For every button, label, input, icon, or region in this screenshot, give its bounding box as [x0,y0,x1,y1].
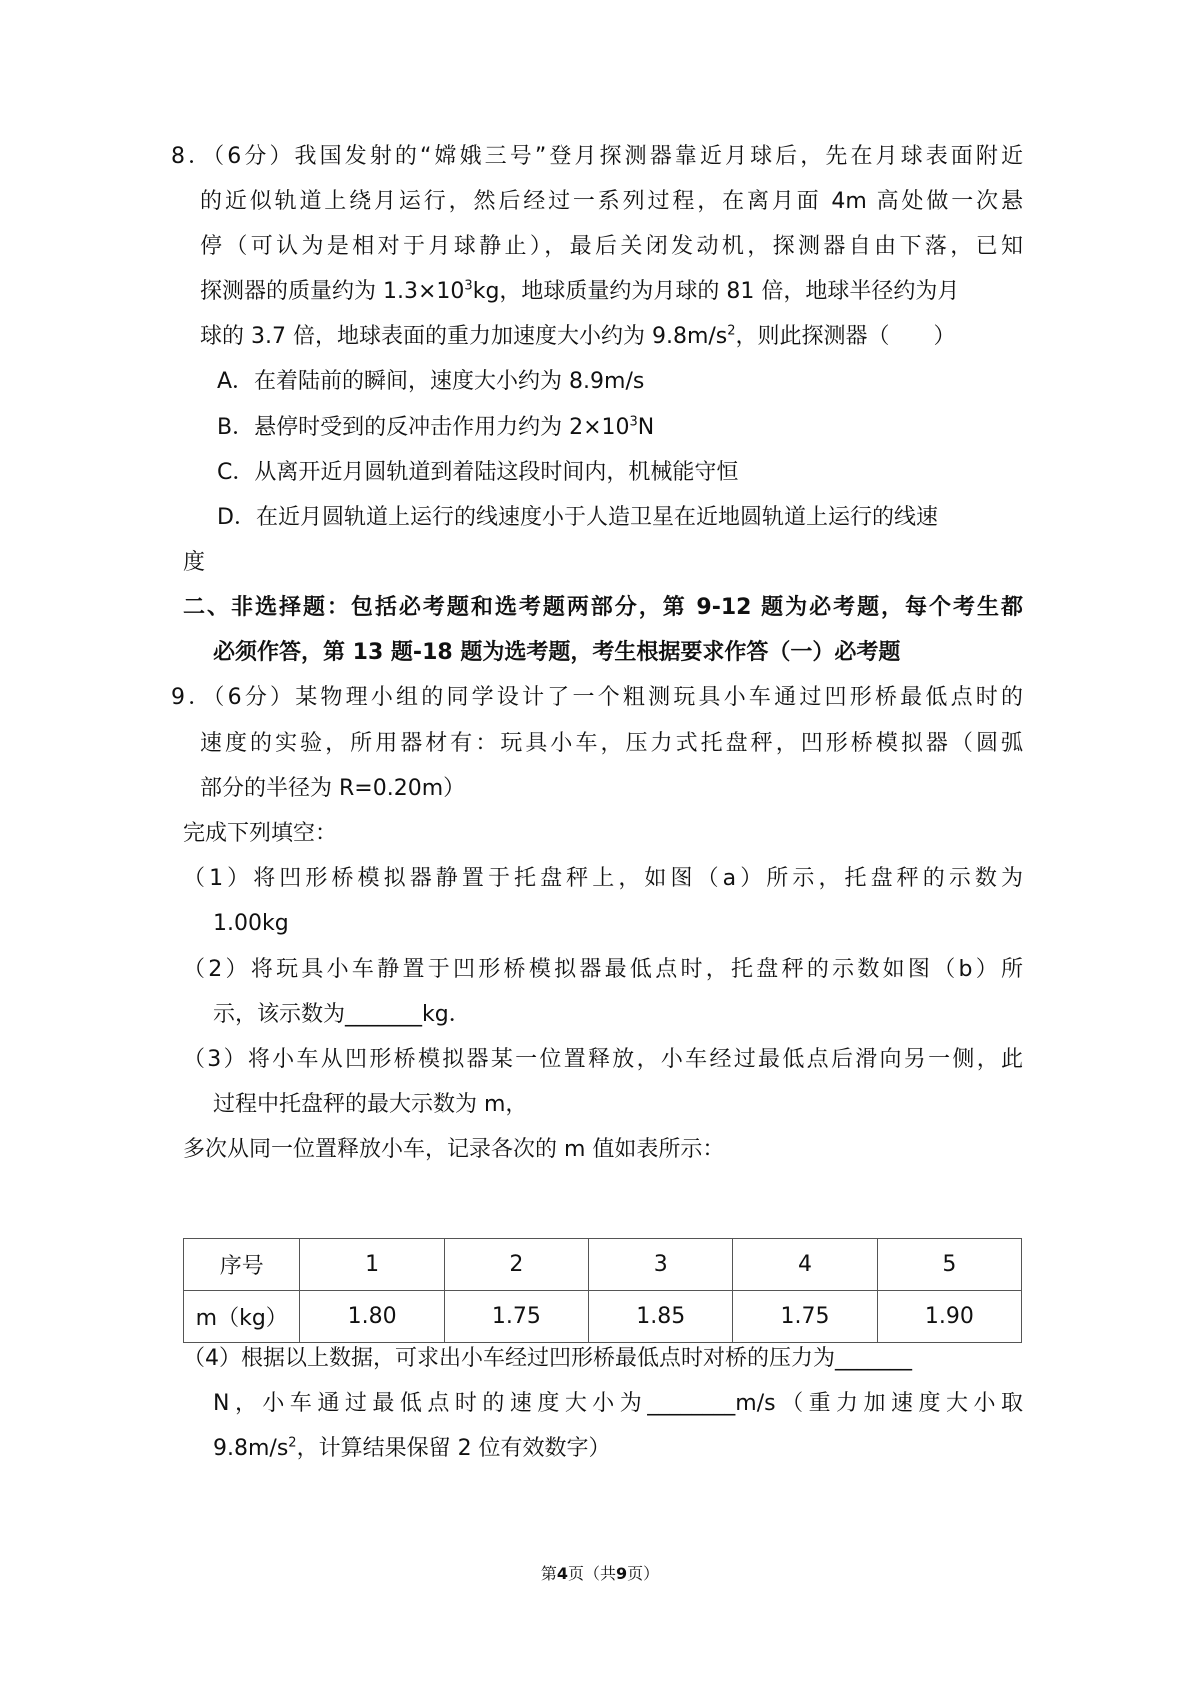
q8-line-3: 停（可认为是相对于月球静止），最后关闭发动机，探测器自由下落，已知 [200,234,1023,259]
fill-in-intro: 完成下列填空： [183,821,338,846]
q9-part-4-line-1: （4）根据以上数据，可求出小车经过凹形桥最低点时对桥的压力为_______ [183,1346,912,1371]
q9-part-1-line-1: （1）将凹形桥模拟器静置于托盘秤上，如图（a）所示，托盘秤的示数为 [183,866,1023,891]
q8-option-d: D．在近月圆轨道上运行的线速度小于人造卫星在近地圆轨道上运行的线速 [217,505,938,530]
table-cell: 1.80 [300,1291,444,1343]
q8-line-1: 8．（6分）我国发射的“嫦娥三号”登月探测器靠近月球后，先在月球表面附近 [171,144,1023,169]
table-header-cell: 2 [444,1239,588,1291]
q9-line-2: 速度的实验，所用器材有：玩具小车，压力式托盘秤，凹形桥模拟器（圆弧 [200,731,1023,756]
q9-part-3-line-2: 过程中托盘秤的最大示数为 m， [213,1092,528,1117]
section-2-heading-line-2: 必须作答，第 13 题-18 题为选考题，考生根据要求作答（一）必考题 [213,640,901,665]
q9-part-2-line-2: 示，该示数为_______kg． [213,1002,471,1027]
table-cell: 1.75 [444,1291,588,1343]
q9-part-1-line-2: 1.00kg [213,911,289,936]
q9-part-3-line-1: （3）将小车从凹形桥模拟器某一位置释放，小车经过最低点后滑向另一侧，此 [183,1047,1023,1072]
q9-part-2-line-1: （2）将玩具小车静置于凹形桥模拟器最低点时，托盘秤的示数如图（b）所 [183,957,1023,982]
q8-option-b: B．悬停时受到的反冲击作用力约为 $2\times 10^3N$ [217,414,655,440]
q8-line-2: 的近似轨道上绕月运行，然后经过一系列过程，在离月面 4m 高处做一次悬 [200,189,1023,214]
table-intro: 多次从同一位置释放小车，记录各次的 m 值如表所示： [183,1137,725,1162]
q9-line-1: 9．（6分）某物理小组的同学设计了一个粗测玩具小车通过凹形桥最低点时的 [171,685,1023,710]
q8-option-c: C．从离开近月圆轨道到着陆这段时间内，机械能守恒 [217,460,739,485]
table-header-cell: 5 [877,1239,1021,1291]
table-header-cell: 1 [300,1239,444,1291]
table-row [184,1239,1022,1291]
q9-line-3: 部分的半径为 R=0.20m） [200,776,466,801]
page-footer: 第4页（共9页） [540,1564,660,1583]
page-number: 4 [556,1564,568,1583]
table-cell: 1.75 [733,1291,877,1343]
table-row-label: m（kg） [184,1291,300,1343]
q9-part-4-line-2: N，小车通过最低点时的速度大小为________m/s（重力加速度大小取 [213,1391,1023,1416]
q8-option-d-continued: 度 [183,550,206,575]
q8-option-a: A．在着陆前的瞬间，速度大小约为 8.9m/s [217,369,645,394]
q8-line-4: 探测器的质量约为 $1.3\times 10^3kg$，地球质量约为月球的 81 倍，地球半径约为月 [200,278,960,304]
table-header-cell: 3 [589,1239,733,1291]
total-pages: 9 [616,1564,628,1583]
table-header-cell: 4 [733,1239,877,1291]
table-row [184,1291,1022,1343]
table-cell: 1.85 [589,1291,733,1343]
measurement-table [183,1238,1022,1343]
q9-part-4-line-3: $9.8m/s^2$，计算结果保留 2 位有效数字） [213,1435,611,1461]
table-cell: 1.90 [877,1291,1021,1343]
table-header-label: 序号 [184,1239,300,1291]
section-2-heading-line-1: 二、非选择题：包括必考题和选考题两部分，第 9-12 题为必考题，每个考生都 [183,595,1023,620]
q8-line-5: 球的 3.7 倍，地球表面的重力加速度大小约为 $9.8m/s^2$，则此探测器（ ） [200,323,956,349]
